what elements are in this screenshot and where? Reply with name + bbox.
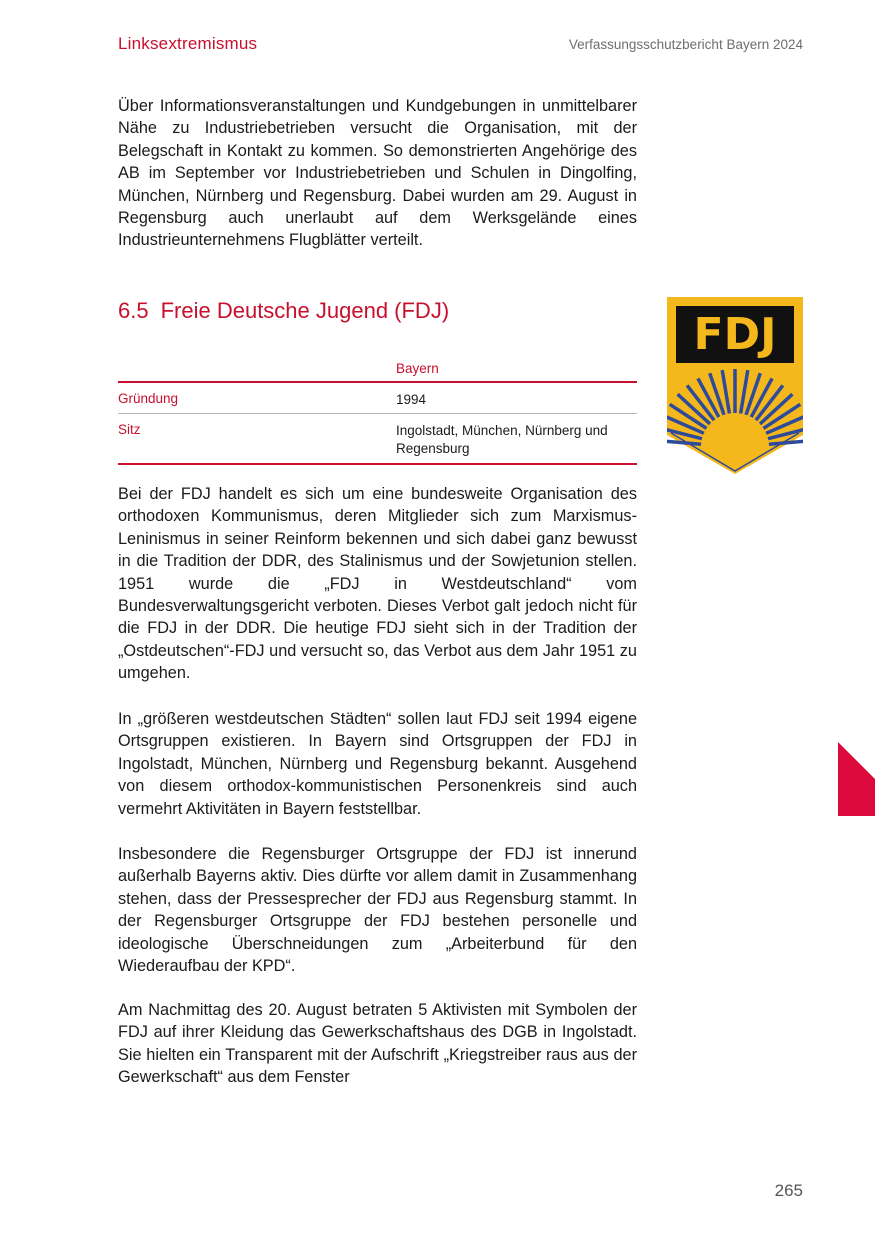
intro-paragraph: Über Informationsveranstaltungen und Kundgebungen in unmittelbarer Nähe zu Industriebetrieben versucht die Organisation, mit der Belegschaft in Kontakt zu kommen. So demonstrierten Angehörige des AB im September vor Industriebetrieben und Schulen in Dingolfing, München, Nürnberg und Regensburg. Dabei wurden am 29. August in Regensburg auch unerlaubt auf dem Werksgelände eines Industrieunternehmens Flugblätter verteilt. <box>118 97 637 250</box>
fdj-logo <box>667 297 803 474</box>
fact-table-header <box>118 358 637 383</box>
body-paragraph: Bei der FDJ handelt es sich um eine bundesweite Organisation des orthodoxen Kommunismus, deren Mitglieder sich zum Marxismus-Leninismus in seiner Reinform bekennen und sich dabei ganz bewusst in die Tradition der DDR, des Stalinismus und der Sowjetunion stellen. 1951 wurde die „FDJ in Westdeutschland“ vom Bundesverwaltungsgericht verboten. Dieses Verbot galt jedoch nicht für die FDJ in der DDR. Die heutige FDJ sieht sich in der Tradition der „Ostdeutschen“-FDJ und versucht so, das Verbot aus dem Jahr 1951 zu umgehen. <box>118 485 637 683</box>
chapter-tab-marker <box>838 742 875 816</box>
logo-lettering: FDJ <box>693 309 777 360</box>
running-header-publication: Verfassungsschutzbericht Bayern 2024 <box>568 37 803 52</box>
fact-table-column-header: Bayern <box>396 361 439 376</box>
page-number: 265 <box>774 1181 803 1200</box>
running-header-chapter: Linksextremismus <box>118 34 258 53</box>
fact-row-founded <box>118 383 637 414</box>
fact-table <box>118 358 637 465</box>
body-paragraph: Am Nachmittag des 20. August betraten 5 Aktivisten mit Symbolen der FDJ auf ihrer Kleidung das Gewerkschaftshaus des DGB in Ingolstadt. Sie hielten ein Transparent mit der Aufschrift „Kriegstreiber raus aus der Gewerkschaft“ aus dem Fenster <box>118 1001 637 1087</box>
section-number: 6.5 <box>118 298 149 323</box>
fact-label: Gründung <box>118 391 179 406</box>
fact-value: 1994 <box>396 392 427 407</box>
fact-value: Ingolstadt, München, Nürnberg und Regensburg <box>396 423 608 456</box>
fact-row-seat <box>118 414 637 465</box>
fact-label: Sitz <box>118 422 141 437</box>
section-heading <box>118 298 449 324</box>
section-title: Freie Deutsche Jugend (FDJ) <box>160 298 450 323</box>
body-paragraph: In „größeren westdeutschen Städten“ sollen laut FDJ seit 1994 eigene Ortsgruppen existieren. In Bayern sind Ortsgruppen der FDJ in Ingolstadt, München, Nürnberg und Regensburg bekannt. Ausgehend von diesem orthodox-kommunistischen Personenkreis sind auch vermehrt Aktivitäten in Bayern feststellbar. <box>118 710 637 818</box>
body-paragraph: Insbesondere die Regensburger Ortsgruppe der FDJ ist innerund außerhalb Bayerns aktiv. Dies dürfte vor allem damit in Zusammenhang stehen, dass der Pressesprecher der FDJ aus Regensburg stammt. In der Regensburger Ortsgruppe der FDJ bestehen personelle und ideologische Überschneidungen zum „Arbeiterbund für den Wiederaufbau der KPD“. <box>118 845 637 976</box>
